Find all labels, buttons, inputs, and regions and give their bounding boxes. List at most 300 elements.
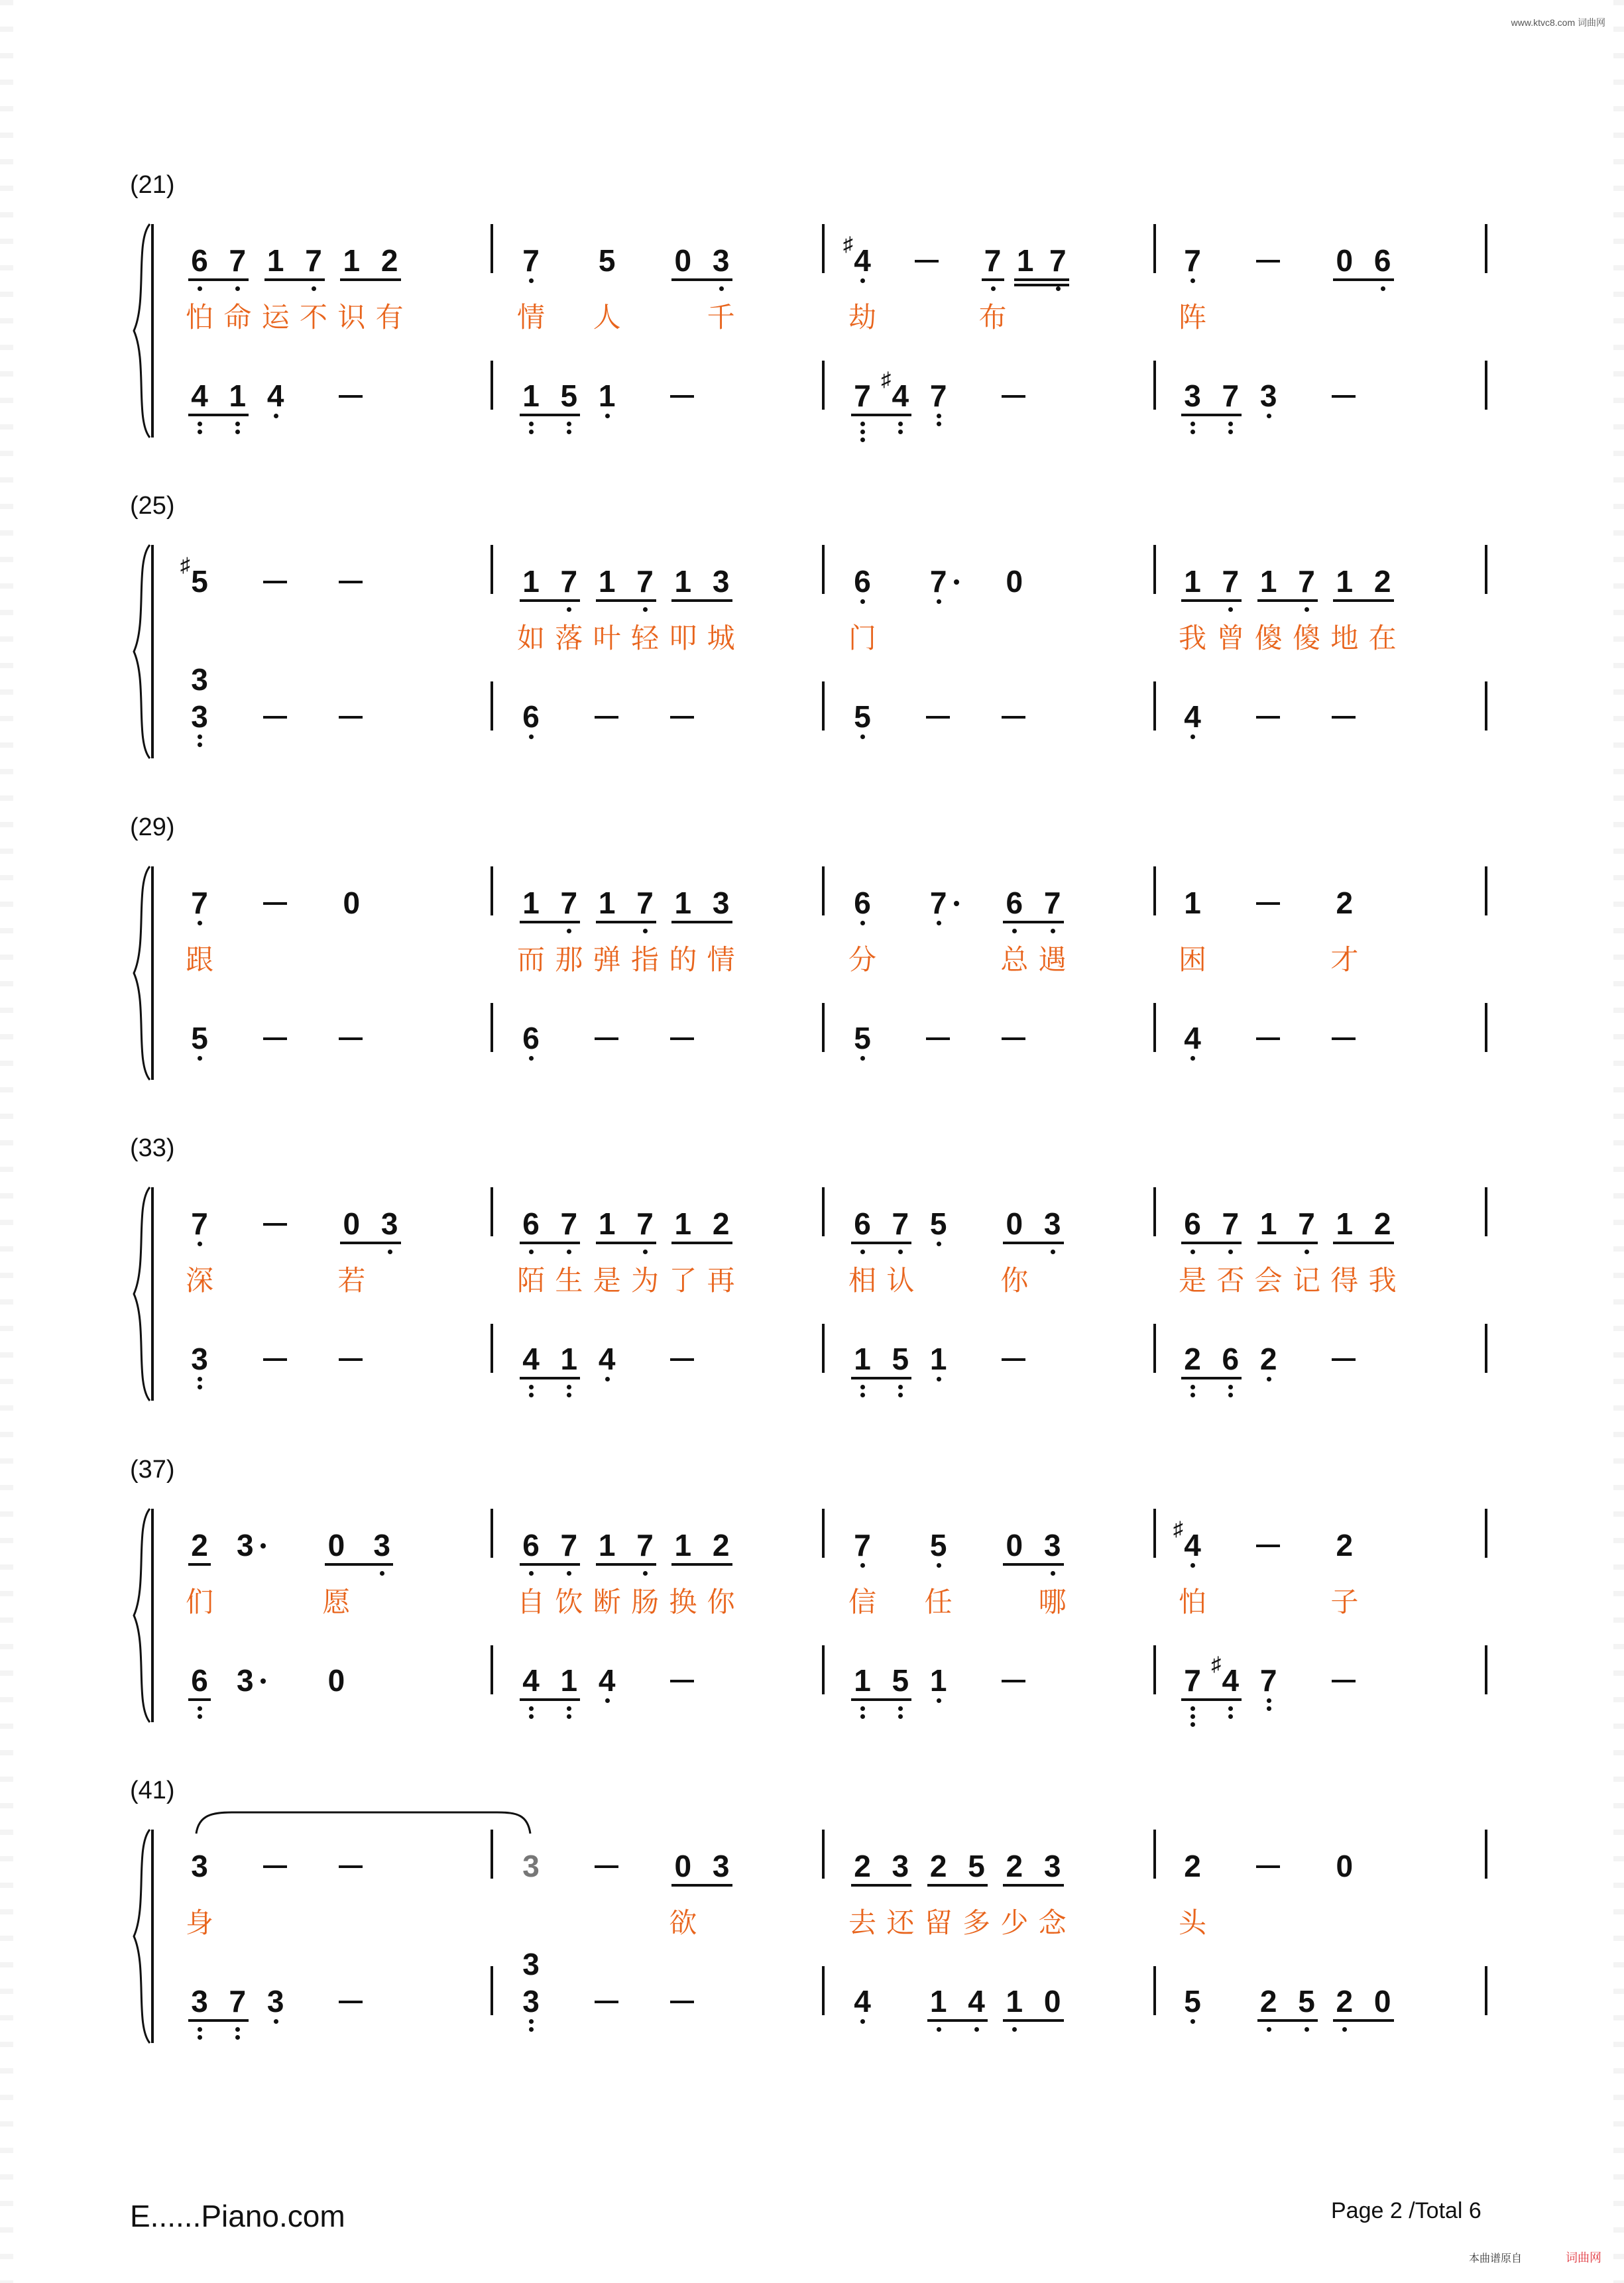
treble-lower-octave-dot — [991, 286, 996, 291]
treble-lower-octave-dot — [1305, 607, 1309, 612]
treble-note: 7 — [560, 1528, 578, 1562]
bass-sustain-dash — [1256, 716, 1280, 719]
site-mark: www.ktvc8.com 词曲网 — [1511, 17, 1605, 28]
lyric-char: 你 — [1000, 1264, 1029, 1297]
lyric-char: 若 — [337, 1264, 366, 1297]
bass-note: 1 — [929, 1663, 947, 1698]
lyric-char: 认 — [886, 1264, 915, 1297]
treble-note: 7 — [560, 886, 578, 920]
treble-beam — [982, 278, 1004, 281]
barline-treble — [822, 1187, 825, 1236]
bass-sustain-dash — [926, 1037, 950, 1040]
treble-note: 0 — [674, 243, 692, 278]
bass-lower-octave-dot — [605, 1377, 610, 1381]
system-left-line — [151, 866, 154, 1080]
treble-beam — [1181, 599, 1242, 602]
lyric-char: 遇 — [1038, 943, 1067, 976]
barline-bass — [1153, 1645, 1156, 1694]
barline-treble — [1485, 545, 1487, 594]
bass-sustain-dash — [339, 2001, 363, 2003]
bass-note: 6 — [522, 1021, 540, 1055]
bass-note: 4 — [1222, 1663, 1240, 1698]
bass-lower-octave-dot — [860, 1714, 865, 1719]
barline-bass — [822, 1324, 825, 1373]
treble-note: 5 — [968, 1849, 985, 1883]
bass-lower-octave-dot — [937, 414, 941, 418]
measure-number: (29) — [130, 813, 175, 841]
bass-beam — [851, 1698, 911, 1701]
bass-lower-octave-dot — [937, 1698, 941, 1703]
bass-lower-octave-dot — [1228, 1706, 1233, 1711]
bass-lower-octave-dot — [529, 1706, 534, 1711]
bass-sustain-dash — [1332, 1037, 1356, 1040]
treble-note: 5 — [191, 564, 208, 599]
treble-note: 7 — [1298, 564, 1315, 599]
treble-note: 7 — [1184, 243, 1201, 278]
barline-bass — [1153, 1324, 1156, 1373]
treble-note: 1 — [1259, 564, 1277, 599]
lyric-char: 是 — [593, 1264, 621, 1297]
bass-lower-octave-dot — [198, 1706, 202, 1711]
measure-number: (37) — [130, 1456, 175, 1484]
treble-note: 1 — [1184, 564, 1201, 599]
treble-sustain-dash — [1256, 902, 1280, 905]
bass-note: 7 — [854, 379, 871, 413]
bass-lower-octave-dot — [1342, 2027, 1347, 2032]
bass-beam — [188, 2019, 249, 2022]
lyric-char: 在 — [1368, 622, 1397, 654]
barline-treble — [1485, 1509, 1487, 1558]
treble-beam — [596, 921, 656, 923]
lyric-char: 而 — [516, 943, 545, 976]
treble-lower-octave-dot — [937, 599, 941, 604]
treble-lower-octave-dot — [1190, 1563, 1195, 1568]
lyric-char: 叩 — [669, 622, 697, 654]
bass-beam — [927, 2019, 988, 2022]
bass-stacked-note: 3 — [522, 1947, 540, 1981]
treble-note: 6 — [522, 1206, 540, 1241]
barline-treble — [1153, 1187, 1156, 1236]
bass-note: 4 — [598, 1342, 616, 1376]
treble-lower-octave-dot — [860, 1250, 865, 1254]
treble-beam — [1003, 1884, 1063, 1887]
barline-bass — [1485, 1966, 1487, 2015]
bass-beam — [188, 414, 249, 416]
bass-lower-octave-dot — [198, 1377, 202, 1381]
bass-note: 4 — [191, 379, 208, 413]
lyric-char: 你 — [707, 1586, 735, 1618]
bass-note: 4 — [522, 1663, 540, 1698]
treble-note: 1 — [1016, 243, 1034, 278]
bass-lower-octave-dot — [529, 422, 534, 426]
bass-lower-octave-dot — [1228, 1714, 1233, 1719]
barline-bass — [822, 681, 825, 731]
treble-note: 1 — [266, 243, 284, 278]
system-left-line — [151, 224, 154, 438]
treble-sharp-sign: ♯ — [1173, 1518, 1183, 1540]
watermark-strip-right — [1613, 0, 1624, 2283]
lyric-char: 饮 — [555, 1586, 583, 1618]
treble-note: 1 — [674, 886, 692, 920]
treble-lower-octave-dot — [1051, 929, 1055, 933]
treble-note: 7 — [1049, 243, 1067, 278]
bass-lower-octave-dot — [1190, 1706, 1195, 1711]
treble-note: 3 — [1043, 1206, 1061, 1241]
treble-note: 1 — [1336, 1206, 1354, 1241]
barline-bass — [1153, 361, 1156, 410]
treble-lower-octave-dot — [643, 1250, 648, 1254]
treble-beam — [1333, 278, 1393, 281]
lyric-char: 的 — [669, 943, 697, 976]
treble-lower-octave-dot — [1051, 1571, 1055, 1576]
bass-lower-octave-dot — [529, 2027, 534, 2032]
treble-sustain-dash — [263, 902, 287, 905]
treble-lower-octave-dot — [860, 921, 865, 925]
bass-lower-octave-dot — [1190, 1722, 1195, 1727]
lyric-char: 才 — [1330, 943, 1359, 976]
bass-lower-octave-dot — [529, 430, 534, 434]
treble-note: 3 — [712, 564, 730, 599]
lyric-char: 还 — [886, 1906, 915, 1939]
lyric-char: 哪 — [1038, 1586, 1067, 1618]
bass-sustain-dash — [263, 1037, 287, 1040]
barline-bass — [1153, 1966, 1156, 2015]
treble-note: 2 — [1373, 1206, 1391, 1241]
barline-bass — [491, 1645, 493, 1694]
bass-lower-octave-dot — [898, 1393, 903, 1397]
lyric-char: 再 — [707, 1264, 735, 1297]
lyric-char: 跟 — [185, 943, 213, 976]
bass-beam — [188, 1698, 211, 1701]
treble-beam — [340, 278, 400, 281]
treble-lower-octave-dot — [198, 1242, 202, 1246]
bass-sustain-dash — [1002, 1358, 1025, 1361]
treble-beam — [188, 1563, 211, 1566]
bass-lower-octave-dot — [567, 430, 571, 434]
bass-sustain-dash — [1002, 716, 1025, 719]
barline-bass — [822, 1003, 825, 1052]
bass-sustain-dash — [339, 1037, 363, 1040]
treble-lower-octave-dot — [567, 929, 571, 933]
treble-note: 7 — [929, 886, 947, 920]
treble-note: 6 — [1006, 886, 1023, 920]
bass-lower-octave-dot — [1267, 1706, 1271, 1711]
bass-note: 1 — [522, 379, 540, 413]
bass-lower-octave-dot — [1190, 430, 1195, 434]
bass-lower-octave-dot — [198, 1056, 202, 1061]
treble-note: 7 — [636, 1206, 654, 1241]
bass-sustain-dash — [1332, 1680, 1356, 1682]
lyric-char: 信 — [848, 1586, 876, 1618]
treble-note: 2 — [712, 1206, 730, 1241]
treble-note: 7 — [929, 564, 947, 599]
bass-note: 2 — [1336, 1984, 1354, 2019]
treble-beam — [671, 1242, 732, 1244]
treble-lower-octave-dot — [860, 278, 865, 283]
treble-note: 2 — [1336, 1528, 1354, 1562]
lyric-char: 布 — [978, 301, 1007, 333]
treble-sustain-dash — [263, 581, 287, 583]
bass-lower-octave-dot — [898, 430, 903, 434]
treble-note: 0 — [1336, 1849, 1354, 1883]
treble-note: 7 — [560, 1206, 578, 1241]
bass-note: 2 — [1184, 1342, 1201, 1376]
bass-lower-octave-dot — [235, 2027, 240, 2032]
barline-treble — [1485, 224, 1487, 273]
treble-note: 7 — [560, 564, 578, 599]
treble-beam — [520, 1563, 580, 1566]
treble-note: 7 — [522, 243, 540, 278]
treble-beam — [596, 1563, 656, 1566]
lyric-char: 愿 — [322, 1586, 351, 1618]
bass-note: 6 — [191, 1663, 208, 1698]
lyric-char: 不 — [299, 301, 327, 333]
lyric-char: 多 — [962, 1906, 990, 1939]
treble-lower-octave-dot — [567, 1250, 571, 1254]
bass-sustain-dash — [1332, 1358, 1356, 1361]
bass-note: 5 — [1298, 1984, 1315, 2019]
system-left-line — [151, 1830, 154, 2043]
bass-sharp-sign: ♯ — [1211, 1653, 1222, 1675]
barline-bass — [822, 1645, 825, 1694]
treble-beam — [851, 1242, 911, 1244]
treble-beam — [1257, 599, 1318, 602]
treble-lower-octave-dot — [643, 929, 648, 933]
treble-sharp-sign: ♯ — [180, 554, 190, 576]
bass-beam — [1003, 2019, 1063, 2022]
bass-sustain-dash — [670, 1037, 694, 1040]
bass-sustain-dash — [670, 2001, 694, 2003]
bass-lower-octave-dot — [1190, 734, 1195, 739]
bass-note: 5 — [191, 1021, 208, 1055]
bass-lower-octave-dot — [567, 422, 571, 426]
treble-lower-octave-dot — [529, 1571, 534, 1576]
barline-bass — [1153, 681, 1156, 731]
treble-beam — [520, 599, 580, 602]
footer-brand: E......Piano.com — [130, 2199, 345, 2233]
bass-note: 3 — [237, 1663, 254, 1698]
bass-lower-octave-dot — [198, 734, 202, 739]
treble-note: 1 — [343, 243, 361, 278]
lyric-char: 情 — [707, 943, 735, 976]
lyric-char: 子 — [1330, 1586, 1359, 1618]
lyric-char: 换 — [669, 1586, 697, 1618]
treble-augmentation-dot — [954, 901, 959, 906]
treble-note: 7 — [854, 1528, 871, 1562]
bass-stacked-note: 3 — [191, 662, 208, 697]
treble-note: 2 — [1336, 886, 1354, 920]
bass-note: 5 — [892, 1663, 909, 1698]
treble-note: 2 — [1373, 564, 1391, 599]
lyric-char: 叶 — [593, 622, 621, 654]
bass-lower-octave-dot — [937, 2027, 941, 2032]
treble-lower-octave-dot — [860, 1563, 865, 1568]
bass-sustain-dash — [595, 2001, 618, 2003]
bass-note: 1 — [929, 1342, 947, 1376]
treble-beam — [671, 599, 732, 602]
treble-lower-octave-dot — [898, 1250, 903, 1254]
treble-note: 7 — [892, 1206, 909, 1241]
treble-note: 1 — [598, 886, 616, 920]
lyric-char: 会 — [1254, 1264, 1283, 1297]
bass-lower-octave-dot — [1012, 2027, 1017, 2032]
bass-note: 5 — [1184, 1984, 1201, 2019]
treble-beam — [520, 1242, 580, 1244]
barline-treble — [1485, 1187, 1487, 1236]
bass-lower-octave-dot — [198, 1385, 202, 1389]
treble-beam — [596, 1242, 656, 1244]
bass-lower-octave-dot — [198, 1714, 202, 1719]
treble-note: 0 — [1336, 243, 1354, 278]
bass-lower-octave-dot — [1305, 2027, 1309, 2032]
lyric-char: 记 — [1292, 1264, 1320, 1297]
treble-beam — [1003, 1563, 1063, 1566]
treble-lower-octave-dot — [567, 1571, 571, 1576]
treble-note: 2 — [712, 1528, 730, 1562]
bass-sharp-sign: ♯ — [881, 369, 892, 390]
bass-sustain-dash — [670, 395, 694, 398]
lyric-char: 命 — [223, 301, 252, 333]
treble-note: 5 — [929, 1528, 947, 1562]
bass-lower-octave-dot — [860, 1056, 865, 1061]
lyric-char: 门 — [848, 622, 876, 654]
lyric-char: 总 — [1000, 943, 1029, 976]
treble-sustain-dash — [339, 581, 363, 583]
treble-lower-octave-dot — [643, 1571, 648, 1576]
bass-lower-octave-dot — [529, 734, 534, 739]
barline-bass — [491, 1324, 493, 1373]
bass-lower-octave-dot — [1190, 2019, 1195, 2024]
system-left-line — [151, 1509, 154, 1722]
treble-note: 4 — [1184, 1528, 1201, 1562]
treble-note: 1 — [674, 1528, 692, 1562]
bass-beam — [520, 1377, 580, 1379]
treble-lower-octave-dot — [380, 1571, 384, 1576]
bass-beam — [1257, 2019, 1318, 2022]
treble-lower-octave-dot — [312, 286, 316, 291]
bass-sustain-dash — [339, 716, 363, 719]
measure-number: (41) — [130, 1777, 175, 1804]
barline-bass — [491, 681, 493, 731]
bass-sustain-dash — [263, 716, 287, 719]
treble-beam — [596, 599, 656, 602]
lyric-char: 念 — [1038, 1906, 1067, 1939]
treble-sustain-dash — [915, 260, 939, 263]
barline-treble — [1485, 1830, 1487, 1879]
bass-lower-octave-dot — [898, 1706, 903, 1711]
treble-note: 6 — [522, 1528, 540, 1562]
barline-treble — [491, 1830, 493, 1879]
bass-lower-octave-dot — [937, 1377, 941, 1381]
treble-beam — [671, 1884, 732, 1887]
bass-lower-octave-dot — [235, 430, 240, 434]
bass-lower-octave-dot — [860, 1385, 865, 1389]
bass-note: 1 — [854, 1342, 871, 1376]
bass-note: 3 — [191, 1984, 208, 2019]
measure-number: (21) — [130, 171, 175, 199]
barline-bass — [491, 361, 493, 410]
barline-treble — [1153, 866, 1156, 915]
treble-lower-octave-dot — [1190, 1250, 1195, 1254]
treble-lower-octave-dot — [937, 921, 941, 925]
treble-note: 3 — [712, 886, 730, 920]
bass-lower-octave-dot — [898, 1385, 903, 1389]
bass-lower-octave-dot — [1267, 1698, 1271, 1703]
barline-bass — [1485, 361, 1487, 410]
bass-note: 4 — [892, 379, 909, 413]
bass-note: 3 — [191, 1342, 208, 1376]
lyric-char: 阵 — [1178, 301, 1206, 333]
treble-sustain-dash — [1256, 1865, 1280, 1868]
barline-bass — [1485, 681, 1487, 731]
bass-lower-octave-dot — [529, 2019, 534, 2024]
bass-lower-octave-dot — [567, 1393, 571, 1397]
lyric-char: 头 — [1178, 1906, 1206, 1939]
bass-lower-octave-dot — [1190, 1385, 1195, 1389]
treble-note: 1 — [1184, 886, 1201, 920]
source-stamp: 本曲谱原自 — [1469, 2252, 1523, 2264]
bass-sustain-dash — [595, 1037, 618, 1040]
treble-note: 3 — [892, 1849, 909, 1883]
bass-lower-octave-dot — [198, 2027, 202, 2032]
treble-lower-octave-dot — [1381, 286, 1385, 291]
lyric-char: 断 — [593, 1586, 621, 1618]
bass-beam — [1181, 1698, 1242, 1701]
bass-sustain-dash — [670, 1680, 694, 1682]
treble-note: 2 — [1184, 1849, 1201, 1883]
bass-lower-octave-dot — [567, 1385, 571, 1389]
treble-note: 7 — [191, 1206, 208, 1241]
barline-treble — [1153, 545, 1156, 594]
lyric-char: 肠 — [630, 1586, 659, 1618]
lyric-char: 地 — [1330, 622, 1359, 654]
treble-lower-octave-dot — [719, 286, 724, 291]
treble-lower-octave-dot — [937, 1563, 941, 1568]
treble-sustain-dash — [1256, 260, 1280, 263]
bass-note: 1 — [929, 1984, 947, 2019]
lyric-char: 曾 — [1216, 622, 1245, 654]
lyric-char: 困 — [1178, 943, 1206, 976]
lyric-char: 深 — [185, 1264, 213, 1297]
bass-note: 7 — [929, 379, 947, 413]
treble-note: 1 — [598, 1206, 616, 1241]
bass-lower-octave-dot — [860, 430, 865, 434]
barline-treble — [1485, 866, 1487, 915]
bass-sustain-dash — [595, 716, 618, 719]
treble-sustain-dash — [263, 1865, 287, 1868]
treble-note: 6 — [1373, 243, 1391, 278]
bass-lower-octave-dot — [937, 422, 941, 426]
bass-lower-octave-dot — [1228, 1393, 1233, 1397]
treble-lower-octave-dot — [529, 1250, 534, 1254]
treble-note: 6 — [191, 243, 208, 278]
treble-sharp-sign: ♯ — [843, 233, 853, 255]
barline-treble — [1153, 224, 1156, 273]
measure-number: (33) — [130, 1134, 175, 1162]
treble-lower-octave-dot — [388, 1250, 392, 1254]
lyric-char: 陌 — [516, 1264, 545, 1297]
barline-bass — [1485, 1324, 1487, 1373]
treble-note: 7 — [636, 886, 654, 920]
bass-lower-octave-dot — [898, 1714, 903, 1719]
lyric-char: 我 — [1368, 1264, 1397, 1297]
treble-note: 3 — [712, 243, 730, 278]
barline-treble — [822, 1509, 825, 1558]
measure-number: (25) — [130, 492, 175, 520]
treble-lower-octave-dot — [937, 1242, 941, 1246]
bass-note: 4 — [522, 1342, 540, 1376]
barline-bass — [822, 361, 825, 410]
